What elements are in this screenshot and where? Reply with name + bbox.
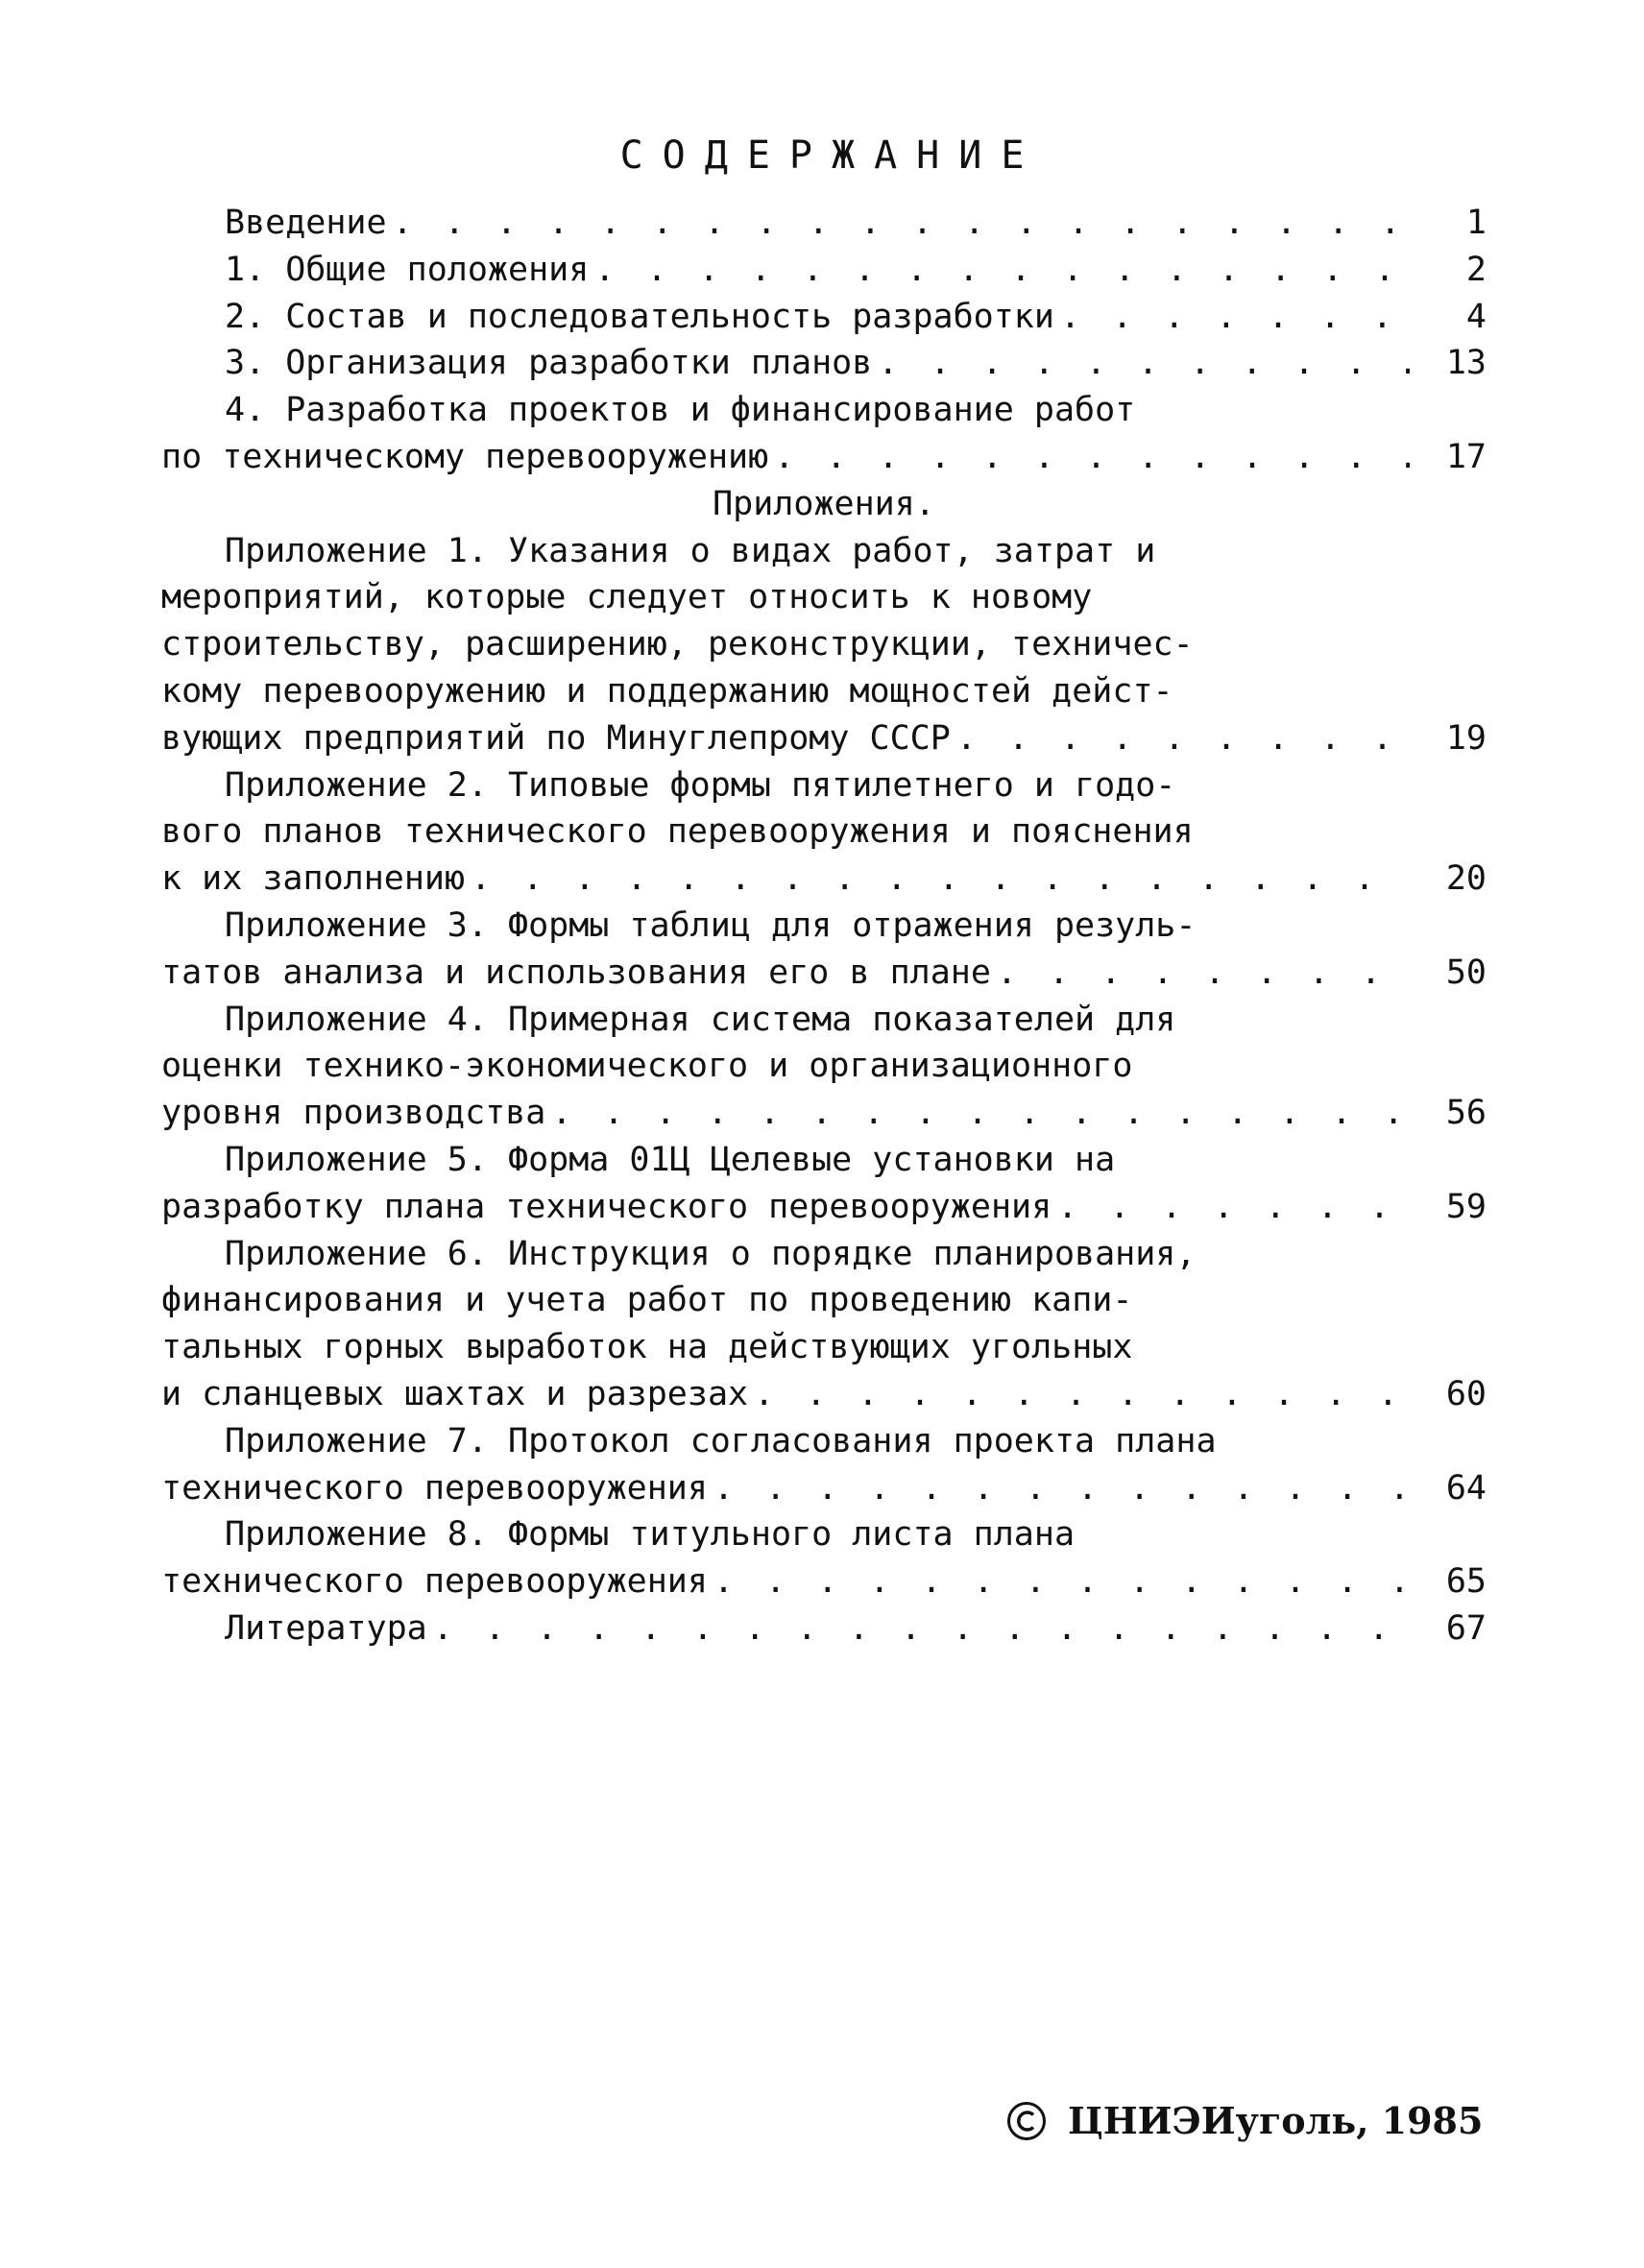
toc-line xyxy=(161,1043,1487,1090)
toc-entry-text: Приложение 8. Формы титульного листа плана xyxy=(225,1515,1076,1555)
toc-line xyxy=(161,1511,1487,1558)
toc-entry-text: вого планов технического перевооружения и пояснения xyxy=(161,812,1194,852)
toc-line xyxy=(161,528,1487,575)
toc-page-number: 20 xyxy=(1445,859,1487,899)
toc-line xyxy=(161,434,1487,481)
toc-entry-text: тальных горных выработок на действующих угольных xyxy=(161,1328,1133,1367)
toc-entry-text: финансирования и учета работ по проведению капи- xyxy=(161,1281,1133,1320)
toc-entry-text: Приложение 2. Типовые формы пятилетнего и годо- xyxy=(225,765,1176,805)
toc-entry-text: оценки технико-экономического и организационного xyxy=(161,1047,1133,1086)
toc-page-number: 4 xyxy=(1465,297,1487,336)
toc-page-number: 60 xyxy=(1445,1374,1487,1413)
toc-entry-text: Приложение 4. Примерная система показателей для xyxy=(225,1000,1176,1039)
toc-entry-text: Приложение 6. Инструкция о порядке планирования, xyxy=(225,1234,1197,1273)
toc-page-number: 1 xyxy=(1465,204,1487,242)
toc-page-number: 19 xyxy=(1445,718,1487,758)
toc-entry-text: Приложение 7. Протокол согласования проекта плана xyxy=(225,1421,1217,1460)
dot-leader xyxy=(589,247,1410,294)
toc-line xyxy=(161,247,1487,294)
toc-line xyxy=(161,1371,1487,1418)
toc-line xyxy=(161,387,1487,434)
toc-line xyxy=(161,621,1487,668)
toc-entry-text: Приложение 1. Указания о видах работ, затрат и xyxy=(225,531,1156,570)
toc-page-number: 67 xyxy=(1445,1608,1487,1648)
toc-page-number: 56 xyxy=(1445,1094,1487,1133)
toc-entry-text: Приложение 3. Формы таблиц для отражения резуль- xyxy=(225,905,1197,945)
dot-leader xyxy=(387,200,1410,247)
toc-line xyxy=(161,1324,1487,1371)
table-of-contents xyxy=(161,200,1487,1653)
toc-line xyxy=(161,950,1487,997)
toc-line xyxy=(161,200,1487,247)
dot-leader xyxy=(427,1605,1410,1653)
toc-page-number: 59 xyxy=(1445,1187,1487,1226)
toc-entry-text: и сланцевых шахтах и разрезах xyxy=(161,1374,749,1413)
toc-line xyxy=(161,1137,1487,1184)
toc-entry-text: к их заполнению xyxy=(161,859,466,899)
toc-line xyxy=(161,1418,1487,1465)
toc-line xyxy=(161,294,1487,341)
toc-entry-text: уровня производства xyxy=(161,1094,546,1133)
dot-leader xyxy=(708,1465,1410,1512)
toc-line xyxy=(161,574,1487,621)
toc-line xyxy=(161,668,1487,715)
toc-page-number: 64 xyxy=(1445,1468,1487,1508)
toc-entry-text: технического перевооружения xyxy=(161,1562,708,1602)
toc-entry-text: Приложение 5. Форма 01Ц Целевые установки на xyxy=(225,1140,1116,1179)
toc-page-number: 17 xyxy=(1445,437,1487,476)
toc-entry-text: строительству, расширению, реконструкции, техничес- xyxy=(161,625,1194,664)
toc-entry-text: Введение xyxy=(225,204,387,242)
toc-page-number: 13 xyxy=(1445,344,1487,383)
toc-line xyxy=(161,1558,1487,1605)
dot-leader xyxy=(951,715,1410,762)
toc-line xyxy=(161,1184,1487,1231)
toc-line xyxy=(161,903,1487,950)
copyright-icon xyxy=(1006,2101,1047,2141)
toc-line xyxy=(161,1465,1487,1512)
toc-line xyxy=(161,1277,1487,1324)
toc-entry-text: татов анализа и использования его в плане xyxy=(161,953,991,992)
toc-line xyxy=(161,1090,1487,1137)
copyright-text: ЦНИЭИуголь, 1985 xyxy=(1068,2099,1484,2142)
toc-line xyxy=(161,856,1487,903)
dot-leader xyxy=(991,950,1410,997)
dot-leader xyxy=(708,1558,1410,1605)
toc-entry-text: кому перевооружению и поддержанию мощностей дейст- xyxy=(161,671,1173,711)
toc-entry-text: по техническому перевооружению xyxy=(161,437,769,476)
dot-leader xyxy=(465,856,1410,903)
toc-entry-text: 2. Состав и последовательность разработки xyxy=(225,297,1054,336)
dot-leader xyxy=(748,1371,1410,1418)
toc-line xyxy=(161,808,1487,856)
toc-page-number: 50 xyxy=(1445,953,1487,992)
toc-entry-text: вующих предприятий по Минуглепрому СССР xyxy=(161,718,951,758)
toc-entry-text: Литература xyxy=(225,1608,427,1648)
toc-line xyxy=(161,715,1487,762)
toc-entry-text: мероприятий, которые следует относить к новому xyxy=(161,578,1093,617)
toc-entry-text: разработку плана технического перевооружения xyxy=(161,1187,1052,1226)
dot-leader xyxy=(545,1090,1410,1137)
toc-line xyxy=(161,1605,1487,1653)
dot-leader xyxy=(1054,294,1410,341)
toc-line xyxy=(161,762,1487,809)
toc-line xyxy=(161,997,1487,1044)
toc-line xyxy=(161,340,1487,387)
toc-line xyxy=(161,1231,1487,1278)
toc-entry-text: 4. Разработка проектов и финансирование работ xyxy=(225,391,1136,430)
page-title: СОДЕРЖАНИЕ xyxy=(619,133,1044,178)
dot-leader xyxy=(768,434,1410,481)
appendices-heading: Приложения. xyxy=(713,484,935,523)
toc-entry-text: 1. Общие положения xyxy=(225,250,590,289)
toc-page-number: 2 xyxy=(1465,250,1487,289)
toc-page-number: 65 xyxy=(1445,1562,1487,1602)
dot-leader xyxy=(1052,1184,1410,1231)
copyright-notice xyxy=(1006,2099,1483,2142)
dot-leader xyxy=(872,340,1410,387)
toc-entry-text: 3. Организация разработки планов xyxy=(225,344,873,383)
toc-entry-text: технического перевооружения xyxy=(161,1468,708,1508)
